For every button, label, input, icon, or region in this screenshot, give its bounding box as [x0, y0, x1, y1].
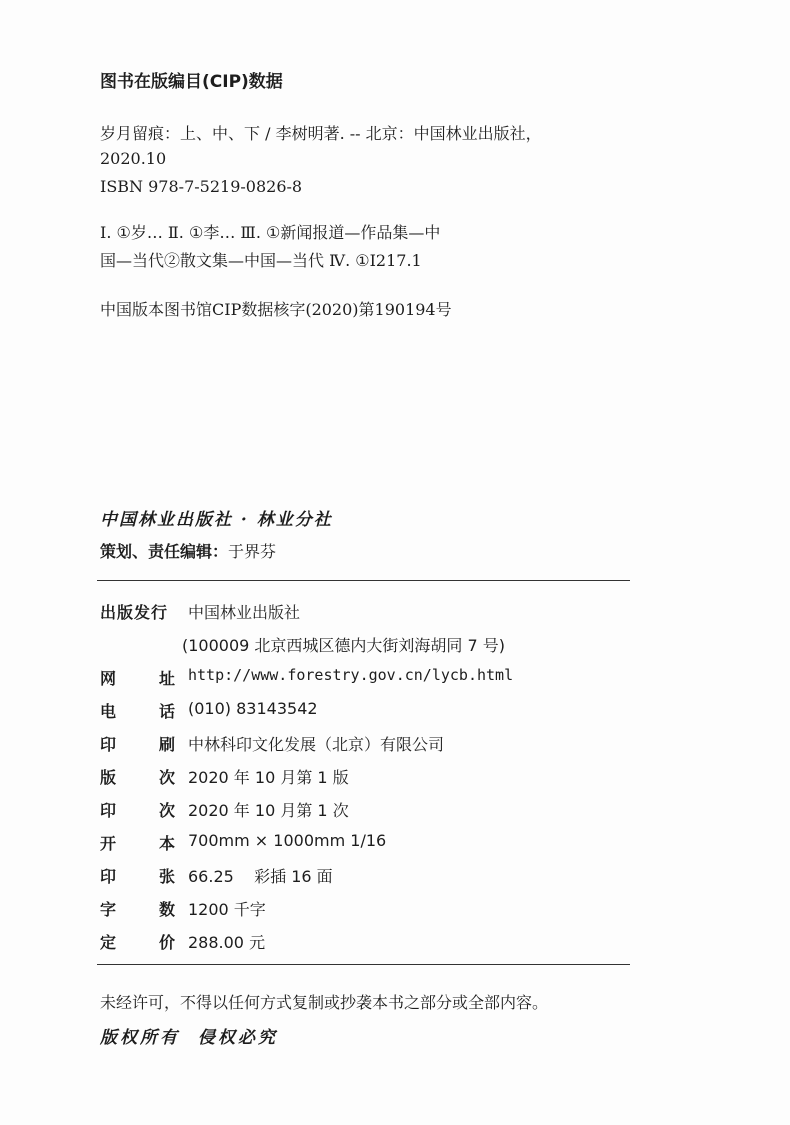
editor-name: 于界芬 [228, 542, 277, 561]
publisher-value: 中国林业出版社 [188, 603, 301, 622]
phone-value: (010) 83143542 [188, 699, 318, 718]
price-value: 288.00 元 [188, 933, 266, 952]
cip-line-record-number: 中国版本图书馆CIP数据核字(2020)第190194号 [100, 300, 452, 319]
rights-reserved: 版权所有 侵权必究 [100, 1028, 278, 1048]
edition-value: 2020 年 10 月第 1 版 [188, 768, 349, 787]
edition-label: 版 次 [100, 768, 175, 787]
editor-label: 策划、责任编辑： [100, 542, 229, 561]
cip-line-isbn: ISBN 978-7-5219-0826-8 [100, 177, 303, 196]
address-value: (100009 北京西城区德内大街刘海胡同 7 号) [182, 636, 506, 655]
cip-line-date: 2020.10 [100, 149, 167, 168]
printer-value: 中林科印文化发展（北京）有限公司 [188, 735, 445, 754]
divider-top [97, 580, 630, 581]
divider-bottom [97, 964, 630, 965]
format-value: 700mm × 1000mm 1/16 [188, 831, 387, 850]
cip-line-classification-1: Ⅰ. ①岁… Ⅱ. ①李… Ⅲ. ①新闻报道—作品集—中 [100, 223, 441, 242]
publisher-brand: 中国林业出版社 · 林业分社 [100, 510, 333, 530]
copyright-notice: 未经许可，不得以任何方式复制或抄袭本书之部分或全部内容。 [100, 993, 549, 1012]
words-label: 字 数 [100, 900, 175, 919]
impression-value: 2020 年 10 月第 1 次 [188, 801, 349, 820]
sheets-label: 印 张 [100, 867, 175, 886]
cip-line-title-author: 岁月留痕：上、中、下 / 李树明著. -- 北京：中国林业出版社， [100, 124, 542, 143]
cip-line-classification-2: 国—当代②散文集—中国—当代 Ⅳ. ①I217.1 [100, 251, 422, 270]
cip-title: 图书在版编目(CIP)数据 [100, 72, 283, 92]
impression-label: 印 次 [100, 801, 175, 820]
website-label: 网 址 [100, 669, 175, 688]
editor-line [100, 539, 276, 562]
printer-label: 印 刷 [100, 735, 175, 754]
phone-label: 电 话 [100, 702, 175, 721]
publisher-label: 出版发行 [100, 603, 169, 622]
sheets-value: 66.25 彩插 16 面 [188, 867, 333, 886]
words-value: 1200 千字 [188, 900, 266, 919]
format-label: 开 本 [100, 834, 175, 853]
website-link[interactable]: http://www.forestry.gov.cn/lycb.html [188, 666, 514, 684]
price-label: 定 价 [100, 933, 175, 952]
